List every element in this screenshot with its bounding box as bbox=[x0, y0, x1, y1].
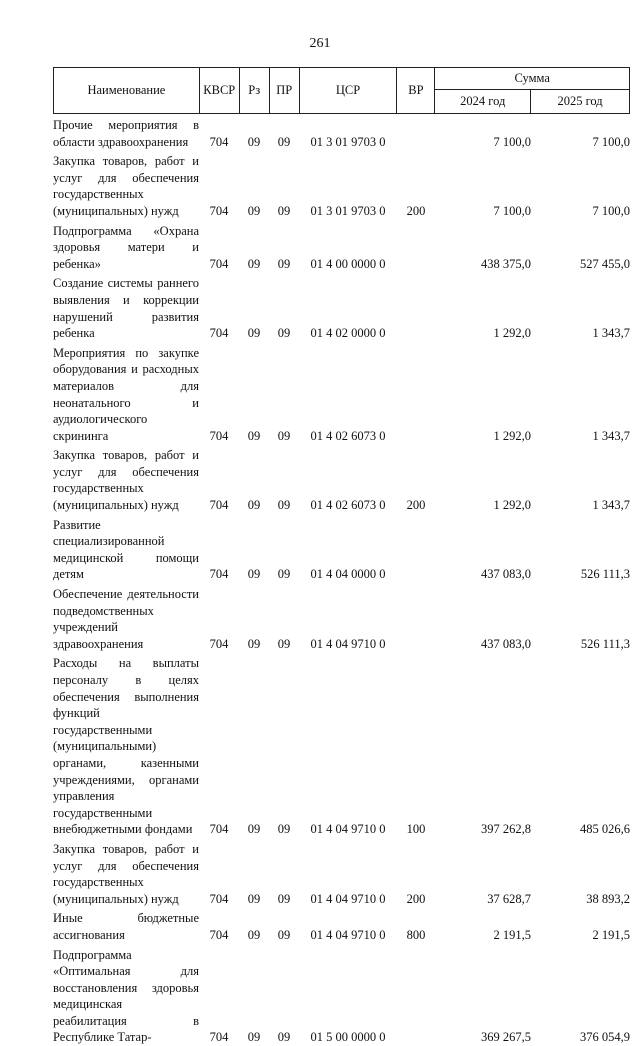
row-kvsr: 704 bbox=[199, 150, 239, 219]
row-vr bbox=[397, 514, 435, 583]
row-vr: 200 bbox=[397, 444, 435, 513]
row-rz: 09 bbox=[239, 220, 269, 273]
header-csr: ЦСР bbox=[299, 68, 397, 114]
row-rz: 09 bbox=[239, 342, 269, 445]
row-pr: 09 bbox=[269, 583, 299, 652]
row-sum-2025: 38 893,2 bbox=[531, 838, 630, 907]
row-sum-2025: 1 343,7 bbox=[531, 444, 630, 513]
row-sum-2024: 1 292,0 bbox=[435, 272, 531, 341]
row-kvsr: 704 bbox=[199, 220, 239, 273]
row-sum-2025: 376 054,9 bbox=[531, 944, 630, 1046]
row-sum-2025: 1 343,7 bbox=[531, 342, 630, 445]
row-rz: 09 bbox=[239, 583, 269, 652]
row-name: Иные бюджетные ассигнования bbox=[53, 907, 199, 943]
row-sum-2025: 527 455,0 bbox=[531, 220, 630, 273]
header-2025: 2025 год bbox=[531, 90, 630, 114]
table-row bbox=[53, 652, 630, 838]
row-pr: 09 bbox=[269, 652, 299, 838]
row-kvsr: 704 bbox=[199, 342, 239, 445]
row-csr: 01 4 04 9710 0 bbox=[299, 907, 397, 943]
row-sum-2025: 1 343,7 bbox=[531, 272, 630, 341]
row-kvsr: 704 bbox=[199, 114, 239, 150]
row-sum-2024: 1 292,0 bbox=[435, 444, 531, 513]
row-rz: 09 bbox=[239, 944, 269, 1046]
table-row bbox=[53, 150, 630, 219]
row-pr: 09 bbox=[269, 944, 299, 1046]
row-kvsr: 704 bbox=[199, 944, 239, 1046]
row-csr: 01 3 01 9703 0 bbox=[299, 150, 397, 219]
table-row bbox=[53, 114, 630, 150]
page-number: 261 bbox=[0, 36, 640, 52]
table-row bbox=[53, 342, 630, 445]
row-kvsr: 704 bbox=[199, 444, 239, 513]
budget-table bbox=[53, 114, 630, 1046]
header-name: Наименование bbox=[54, 68, 200, 114]
row-name: Закупка товаров, работ и услуг для обеспечения государственных (муниципальных) нужд bbox=[53, 150, 199, 219]
table-row bbox=[53, 272, 630, 341]
row-sum-2024: 437 083,0 bbox=[435, 514, 531, 583]
row-name: Обеспечение деятельности подведомственных учреждений здравоохранения bbox=[53, 583, 199, 652]
row-name: Развитие специализированной медицинской помощи детям bbox=[53, 514, 199, 583]
row-pr: 09 bbox=[269, 444, 299, 513]
table-header bbox=[53, 67, 630, 114]
row-pr: 09 bbox=[269, 114, 299, 150]
row-kvsr: 704 bbox=[199, 838, 239, 907]
table-row bbox=[53, 838, 630, 907]
row-rz: 09 bbox=[239, 444, 269, 513]
table-row bbox=[53, 583, 630, 652]
row-pr: 09 bbox=[269, 272, 299, 341]
row-pr: 09 bbox=[269, 220, 299, 273]
row-csr: 01 5 00 0000 0 bbox=[299, 944, 397, 1046]
row-csr: 01 4 02 6073 0 bbox=[299, 444, 397, 513]
row-sum-2025: 526 111,3 bbox=[531, 583, 630, 652]
row-sum-2025: 7 100,0 bbox=[531, 114, 630, 150]
row-name: Закупка товаров, работ и услуг для обеспечения государственных (муниципальных) нужд bbox=[53, 838, 199, 907]
row-rz: 09 bbox=[239, 272, 269, 341]
row-vr bbox=[397, 583, 435, 652]
row-sum-2024: 1 292,0 bbox=[435, 342, 531, 445]
row-rz: 09 bbox=[239, 150, 269, 219]
table-row bbox=[53, 444, 630, 513]
row-csr: 01 4 04 9710 0 bbox=[299, 583, 397, 652]
row-rz: 09 bbox=[239, 114, 269, 150]
row-rz: 09 bbox=[239, 514, 269, 583]
row-kvsr: 704 bbox=[199, 652, 239, 838]
row-sum-2025: 7 100,0 bbox=[531, 150, 630, 219]
row-name: Мероприятия по закупке оборудования и расходных материалов для неонатального и аудиологического скрининга bbox=[53, 342, 199, 445]
row-pr: 09 bbox=[269, 907, 299, 943]
row-sum-2024: 2 191,5 bbox=[435, 907, 531, 943]
row-name: Расходы на выплаты персоналу в целях обеспечения выполнения функций государственными (муниципальными) органами, казенными учреждениями, органами управления государственными внебюджетными фондами bbox=[53, 652, 199, 838]
row-sum-2024: 438 375,0 bbox=[435, 220, 531, 273]
row-name: Закупка товаров, работ и услуг для обеспечения государственных (муниципальных) нужд bbox=[53, 444, 199, 513]
row-name: Прочие мероприятия в области здравоохранения bbox=[53, 114, 199, 150]
table-row bbox=[53, 514, 630, 583]
row-rz: 09 bbox=[239, 907, 269, 943]
row-rz: 09 bbox=[239, 652, 269, 838]
header-kvsr: КВСР bbox=[199, 68, 239, 114]
row-pr: 09 bbox=[269, 514, 299, 583]
row-csr: 01 4 02 6073 0 bbox=[299, 342, 397, 445]
row-rz: 09 bbox=[239, 838, 269, 907]
row-vr: 200 bbox=[397, 150, 435, 219]
header-vr: ВР bbox=[397, 68, 435, 114]
header-rz: Рз bbox=[239, 68, 269, 114]
row-sum-2025: 526 111,3 bbox=[531, 514, 630, 583]
row-pr: 09 bbox=[269, 342, 299, 445]
row-csr: 01 4 04 9710 0 bbox=[299, 652, 397, 838]
row-csr: 01 4 04 0000 0 bbox=[299, 514, 397, 583]
row-sum-2025: 2 191,5 bbox=[531, 907, 630, 943]
row-vr: 100 bbox=[397, 652, 435, 838]
row-name: Подпрограмма «Охрана здоровья матери и ребенка» bbox=[53, 220, 199, 273]
row-csr: 01 4 04 9710 0 bbox=[299, 838, 397, 907]
row-csr: 01 4 00 0000 0 bbox=[299, 220, 397, 273]
row-csr: 01 4 02 0000 0 bbox=[299, 272, 397, 341]
row-sum-2024: 397 262,8 bbox=[435, 652, 531, 838]
table-row bbox=[53, 944, 630, 1046]
header-sum: Сумма bbox=[435, 68, 630, 90]
header-2024: 2024 год bbox=[435, 90, 531, 114]
row-sum-2024: 437 083,0 bbox=[435, 583, 531, 652]
row-kvsr: 704 bbox=[199, 272, 239, 341]
row-vr bbox=[397, 342, 435, 445]
row-sum-2024: 7 100,0 bbox=[435, 150, 531, 219]
row-vr: 800 bbox=[397, 907, 435, 943]
row-kvsr: 704 bbox=[199, 514, 239, 583]
row-pr: 09 bbox=[269, 838, 299, 907]
table-row bbox=[53, 907, 630, 943]
row-name: Подпрограмма «Оптимальная для восстановления здоровья медицинская реабилитация в Республике Татар- bbox=[53, 944, 199, 1046]
row-vr bbox=[397, 220, 435, 273]
row-sum-2025: 485 026,6 bbox=[531, 652, 630, 838]
row-sum-2024: 369 267,5 bbox=[435, 944, 531, 1046]
header-pr: ПР bbox=[269, 68, 299, 114]
row-pr: 09 bbox=[269, 150, 299, 219]
row-sum-2024: 37 628,7 bbox=[435, 838, 531, 907]
row-vr bbox=[397, 944, 435, 1046]
row-kvsr: 704 bbox=[199, 907, 239, 943]
row-vr: 200 bbox=[397, 838, 435, 907]
table-row bbox=[53, 220, 630, 273]
row-vr bbox=[397, 272, 435, 341]
row-sum-2024: 7 100,0 bbox=[435, 114, 531, 150]
row-vr bbox=[397, 114, 435, 150]
row-name: Создание системы раннего выявления и коррекции нарушений развития ребенка bbox=[53, 272, 199, 341]
row-kvsr: 704 bbox=[199, 583, 239, 652]
row-csr: 01 3 01 9703 0 bbox=[299, 114, 397, 150]
